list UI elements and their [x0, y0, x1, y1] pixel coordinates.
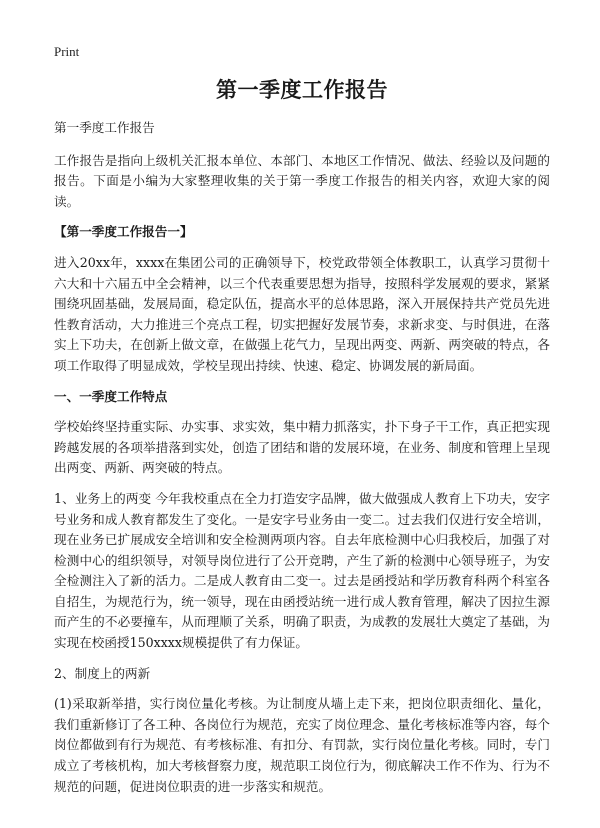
document-body [54, 74, 550, 807]
page-title: 第一季度工作报告 [216, 77, 388, 102]
characteristics-paragraph: 学校始终坚持重实际、办实事、求实效，集中精力抓落实，扑下身子干工作，真正把实现跨越发展的各项举措落到实处，创造了团结和谐的发展环境，在业务、制度和管理上呈现出两变、两新、两突破的特点。 [54, 419, 550, 476]
section-heading: 【第一季度工作报告一】 [54, 224, 193, 240]
section-paragraph: 进入20xx年，xxxx在集团公司的正确领导下，校党政带领全体教职工，认真学习贯彻十六大和十六届五中全会精神，以三个代表重要思想为指导，按照科学发展观的要求，紧紧围绕巩固基础，发展局面，稳定队伍，提高水平的总体思路，深入开展保持共产党员先进性教育活动，大力推进三个亮点工程，切实把握好发展节奏，求新求变、与时俱进，在落实上下功夫，在创新上做文章，在做强上花气力，呈现出两变、两新、两突破的特点，各项工作取得了明显成效，学校呈现出持续、快速、稳定、协调发展的新局面。 [54, 254, 550, 373]
subsection-heading: 一、一季度工作特点 [54, 388, 168, 404]
assessment-paragraph: (1)采取新举措，实行岗位量化考核。为让制度从墙上走下来，把岗位职责细化、量化，我们重新修订了各工种、各岗位行为规范，充实了岗位理念、量化考核标准等内容，每个岗位都做到有行为规范、有考核标准、有扣分、有罚款，实行岗位量化考核。同时，专门成立了考核机构，加大考核督察力度，规范职工岗位行为，彻底解决工作不作为、行为不规范的问题，促进岗位职责的进一步落实和规范。 [54, 696, 550, 794]
business-changes-paragraph: 1、业务上的两变 今年我校重点在全力打造安字品牌，做大做强成人教育上下功夫，安字号业务和成人教育都发生了变化。一是安字号业务由一变二。过去我们仅进行安全培训，现在业务已扩展成安全培训和安全检测两项内容。自去年底检测中心归我校后，加强了对检测中心的组织领导，对领导岗位进行了公开竞聘，产生了新的检测中心领导班子，为安全检测注入了新的活力。二是成人教育由二变一。过去是函授站和学历教育科两个科室各自招生，为规范行为，统一领导，现在由函授站统一进行成人教育管理，解决了因拉生源而产生的不必要撞车，从而理顺了关系，明确了职责，为成教的发展壮大奠定了基础，为实现在校函授150xxxx规模提供了有力保证。 [54, 490, 550, 651]
document-subtitle: 第一季度工作报告 [54, 120, 155, 135]
intro-paragraph: 工作报告是指向上级机关汇报本单位、本部门、本地区工作情况、做法、经验以及问题的报告。下面是小编为大家整理收集的关于第一季度工作报告的相关内容，欢迎大家的阅读。 [54, 152, 550, 209]
system-heading: 2、制度上的两新 [54, 665, 151, 681]
print-link[interactable]: Print [54, 44, 80, 59]
